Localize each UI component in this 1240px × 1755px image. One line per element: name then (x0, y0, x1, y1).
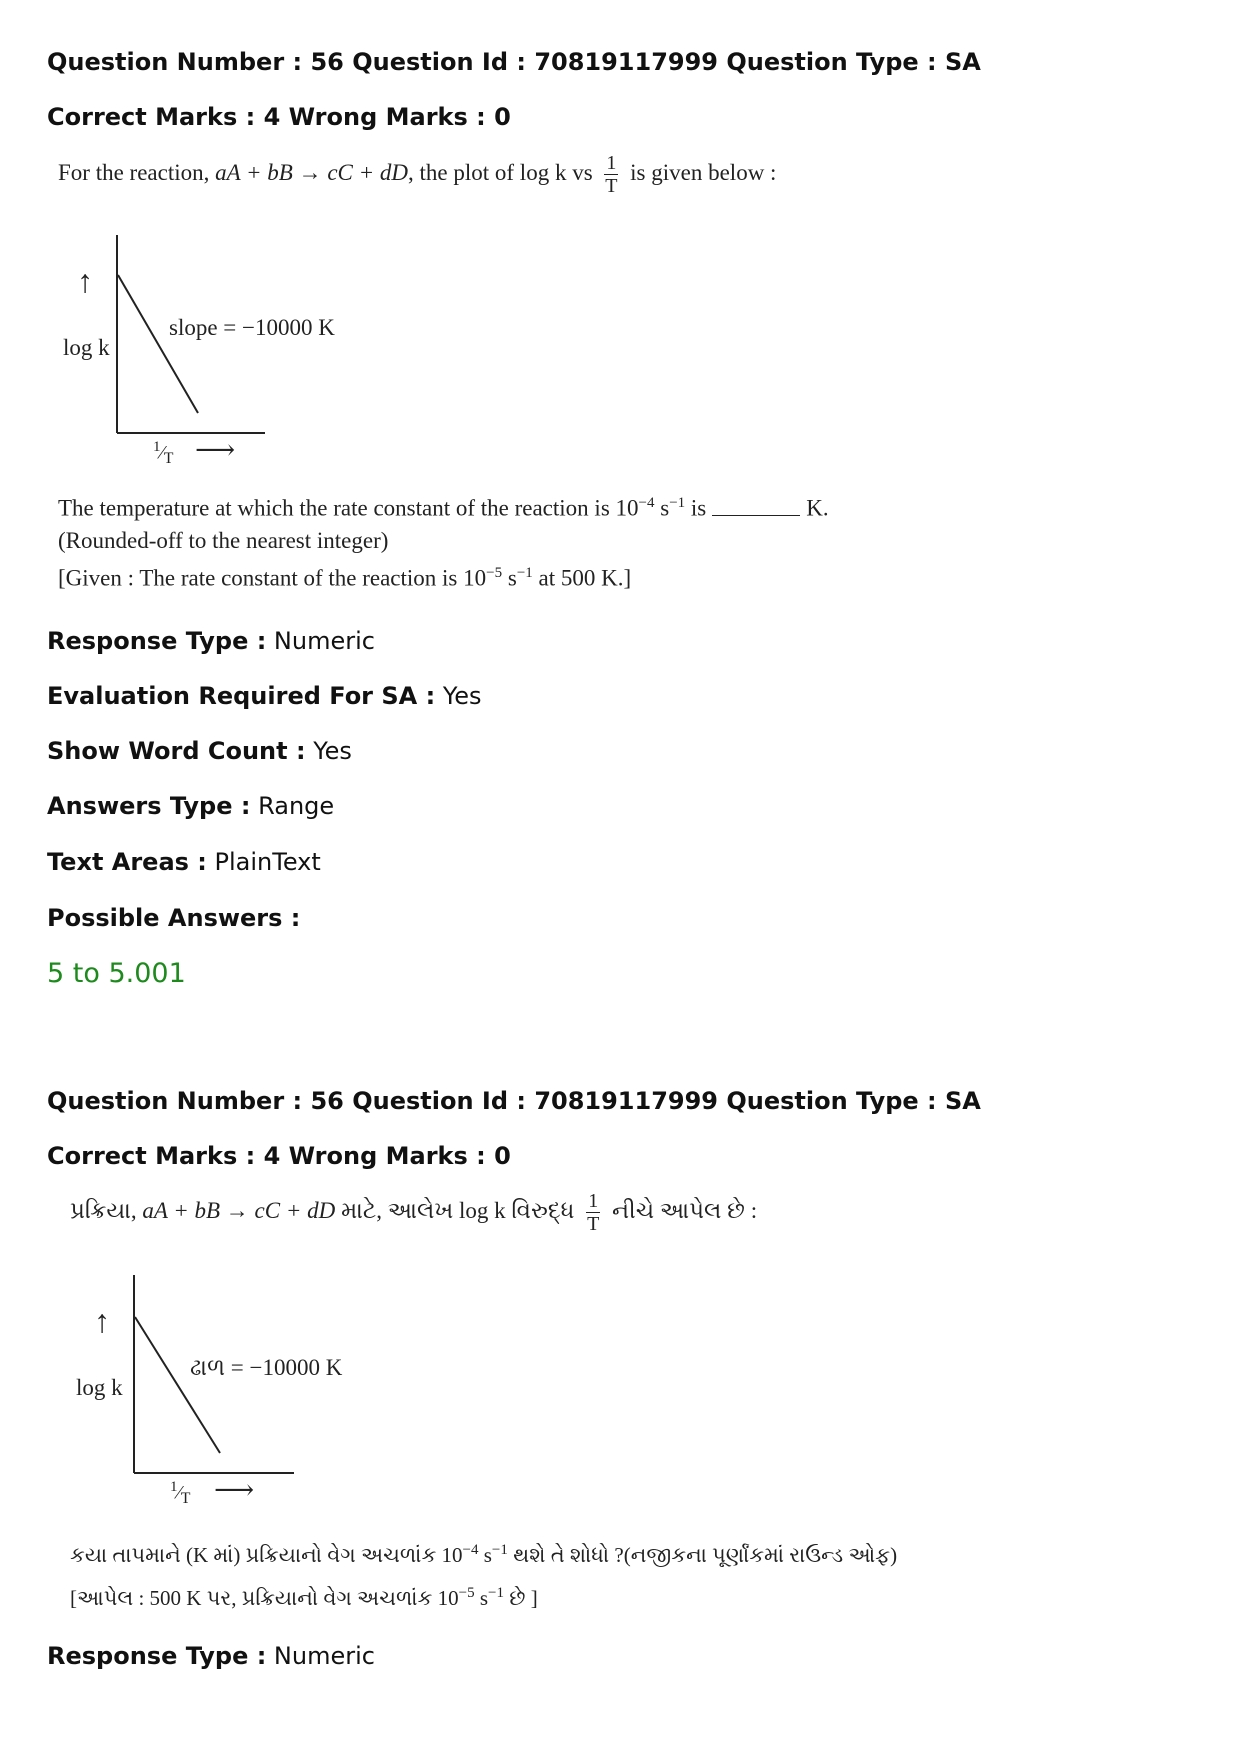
q1-response-type: Response Type : Numeric (47, 627, 375, 655)
q1-possible-answers: Possible Answers : (47, 904, 301, 932)
q1-plot-line (118, 275, 198, 413)
q2-question-stem: પ્રક્રિયા, aA + bB → cC + dD માટે, આલેખ log k વિરુદ્ધ $\frac{1}{T}$ નીચે આપેલ છે : (70, 1190, 758, 1235)
q2-slope-label: ઢાળ = −10000 K (190, 1355, 343, 1380)
reaction-equation: aA + bB → cC + dD (142, 1197, 336, 1223)
q2-response-type: Response Type : Numeric (47, 1642, 375, 1670)
q1-answer-value: 5 to 5.001 (47, 958, 186, 989)
up-arrow-icon: ↑ (77, 263, 93, 299)
q1-slope-label: slope = −10000 K (169, 315, 335, 340)
q1-text-areas: Text Areas : PlainText (47, 848, 321, 876)
fraction-1-over-T: $\frac{1}{T}$ (605, 152, 618, 197)
q1-evaluation-required: Evaluation Required For SA : Yes (47, 682, 482, 710)
q1-question-stem: For the reaction, aA + bB → cC + dD, the plot of log k vs $\frac{1}{T}$ is given below : (58, 152, 777, 197)
q2-marks: Correct Marks : 4 Wrong Marks : 0 (47, 1142, 511, 1170)
q2-question-text: કયા તાપમાને (K માં) પ્રક્રિયાનો વેગ અચળાંક $10^{-4}$ $s^{-1}$ થશે તે શોધો ?(નજીકના પૂર્ણાંકમાં રાઉન્ડ ઓફ) (70, 1542, 898, 1567)
q1-given-note: [Given : The rate constant of the reaction is $10^{-5}$ $s^{-1}$ at 500 K.] (58, 565, 632, 591)
fraction-1-over-T: $\frac{1}{T}$ (587, 1190, 600, 1235)
q1-show-word-count: Show Word Count : Yes (47, 737, 352, 765)
q2-plot-line (135, 1317, 220, 1453)
q1-logk-plot (55, 235, 355, 475)
answer-blank (712, 515, 800, 516)
q2-given-note: [આપેલ : 500 K પર, પ્રક્રિયાનો વેગ અચળાંક $10^{-5}$ $s^{-1}$ છે ] (70, 1585, 538, 1610)
q1-header: Question Number : 56 Question Id : 70819117999 Question Type : SA (47, 48, 981, 76)
q2-header: Question Number : 56 Question Id : 70819117999 Question Type : SA (47, 1087, 981, 1115)
q1-marks: Correct Marks : 4 Wrong Marks : 0 (47, 103, 511, 131)
up-arrow-icon: ↑ (94, 1303, 110, 1339)
right-arrow-icon: ⟶ (214, 1475, 255, 1506)
q1-xlabel: $^1⁄_T$ (153, 439, 174, 468)
right-arrow-icon: ⟶ (195, 435, 236, 466)
q2-ylabel: log k (76, 1375, 123, 1400)
q2-logk-plot (72, 1275, 372, 1515)
q1-answers-type: Answers Type : Range (47, 792, 335, 820)
q2-xlabel: $^1⁄_T$ (170, 1479, 191, 1508)
q1-question-text: The temperature at which the rate constant of the reaction is $10^{-4}$ $s^{-1}$ is K. (58, 495, 829, 521)
reaction-equation: aA + bB → cC + dD (215, 159, 409, 185)
q1-rounding-note: (Rounded-off to the nearest integer) (58, 528, 389, 553)
q1-ylabel: log k (63, 335, 110, 360)
